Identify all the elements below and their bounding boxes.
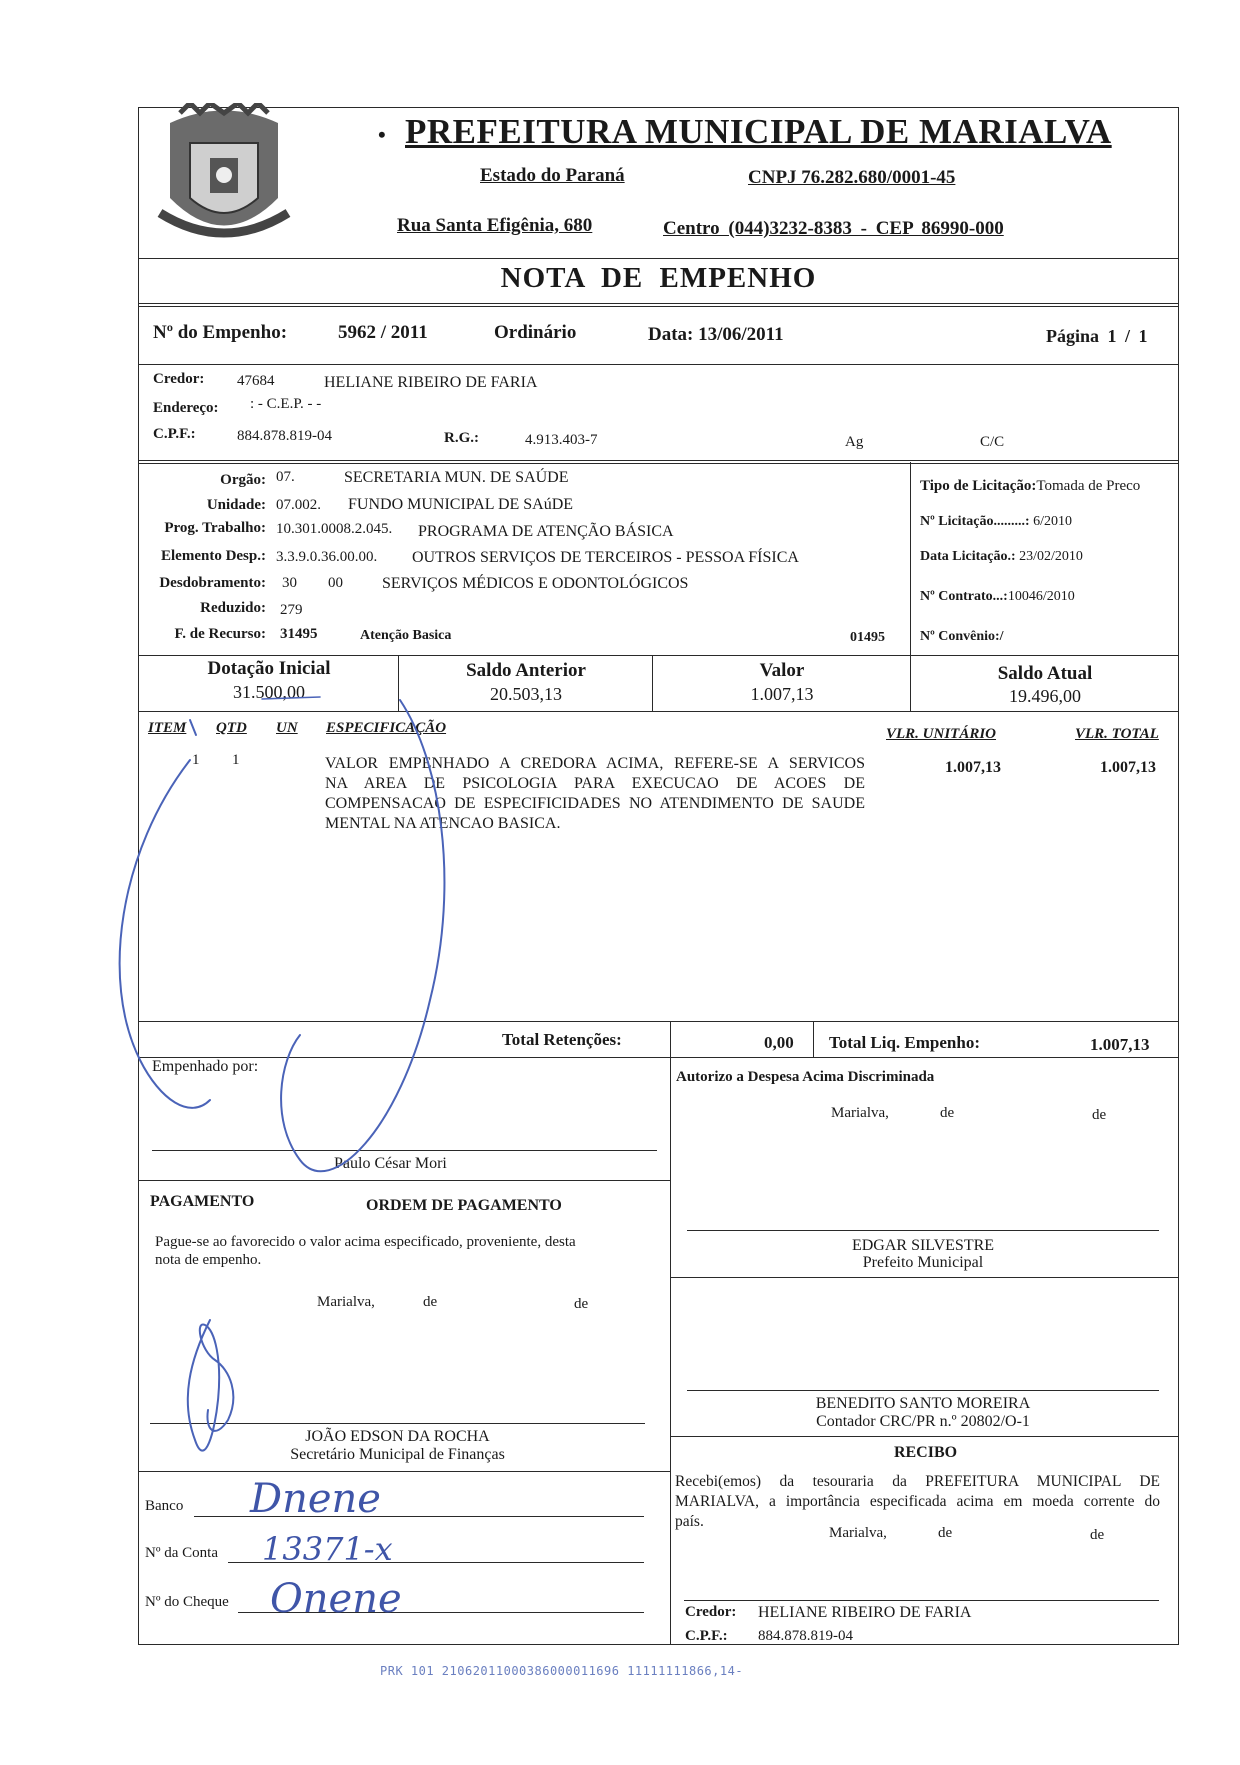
unidade-code: 07.002.	[276, 497, 321, 513]
empenho-number-label: Nº do Empenho:	[153, 322, 288, 343]
item-esp-line: NA AREA DE PSICOLOGIA PARA EXECUCAO DE ACOES DE	[325, 775, 865, 792]
saldo-anterior-value: 20.503,13	[490, 684, 562, 704]
prog-trabalho-name: PROGRAMA DE ATENÇÃO BÁSICA	[418, 523, 674, 540]
col-especificacao: ESPECIFICAÇÃO	[326, 720, 447, 736]
numero-contrato-value: 10046/2010	[1007, 589, 1075, 604]
total-retencoes-label: Total Retenções:	[502, 1030, 622, 1049]
autorizo-de-2: de	[1092, 1107, 1107, 1123]
numero-licitacao-label: Nº Licitação.........:	[920, 514, 1030, 529]
saldo-anterior-label: Saldo Anterior	[466, 660, 586, 681]
recibo-credor-nome: HELIANE RIBEIRO DE FARIA	[758, 1604, 972, 1621]
autorizo-cidade: Marialva,	[831, 1105, 889, 1121]
fonte-recurso-name: Atenção Basica	[360, 628, 452, 643]
reduzido-code: 279	[280, 602, 303, 618]
fonte-recurso-code: 31495	[280, 626, 318, 642]
desdobramento-a: 30	[282, 575, 297, 591]
street-label: Rua Santa Efigênia, 680	[397, 215, 593, 236]
empenhado-por-nome: Paulo César Mori	[334, 1155, 447, 1172]
rg-label: R.G.:	[444, 430, 479, 446]
recibo-label: RECIBO	[893, 1444, 958, 1461]
item-especificacao	[325, 754, 865, 834]
page-number: Página 1 / 1	[1046, 326, 1148, 346]
document-title: NOTA DE EMPENHO	[500, 262, 817, 294]
secretario-cargo: Secretário Municipal de Finanças	[290, 1446, 505, 1463]
item-qtd: 1	[232, 752, 240, 768]
item-esp-line: VALOR EMPENHADO A CREDORA ACIMA, REFERE-SE A SERVICOS	[325, 755, 865, 772]
dotacao-inicial-value: 31.500,00	[233, 682, 305, 702]
cheque-label: Nº do Cheque	[145, 1594, 229, 1610]
unidade-name: FUNDO MUNICIPAL DE SAúDE	[348, 496, 574, 513]
cpf-label: C.P.F.:	[153, 426, 196, 442]
pagamento-texto-line: nota de empenho.	[155, 1252, 262, 1268]
endereco-label: Endereço:	[153, 400, 219, 416]
ordem-pagamento-label: ORDEM DE PAGAMENTO	[366, 1197, 562, 1214]
rg-value: 4.913.403-7	[525, 432, 598, 448]
pagamento-texto	[155, 1233, 576, 1269]
prog-trabalho-code: 10.301.0008.2.045.	[276, 521, 393, 537]
prefeito-nome: EDGAR SILVESTRE	[851, 1237, 995, 1254]
title-bullet: •	[378, 122, 386, 147]
banco-label: Banco	[145, 1498, 184, 1514]
empenho-type: Ordinário	[494, 322, 577, 343]
state-label: Estado do Paraná	[480, 165, 625, 186]
conta-label: Nº da Conta	[145, 1545, 218, 1561]
empenho-number: 5962 / 2011	[338, 322, 428, 343]
agencia-label: Ag	[845, 434, 864, 450]
page-title: PREFEITURA MUNICIPAL DE MARIALVA	[405, 112, 1112, 151]
recibo-texto-line: Recebi(emos) da tesouraria da PREFEITURA MUNICIPAL DE	[675, 1473, 1160, 1490]
credor-code: 47684	[237, 373, 275, 389]
unidade-label: Unidade:	[206, 497, 266, 513]
recibo-cpf-value: 884.878.819-04	[758, 1628, 853, 1644]
prefeito-cargo: Prefeito Municipal	[862, 1254, 984, 1271]
saldo-atual-label: Saldo Atual	[997, 663, 1093, 684]
desdobramento-b: 00	[328, 575, 343, 591]
elemento-code: 3.3.9.0.36.00.00.	[276, 549, 378, 565]
numero-contrato-label: Nº Contrato...:	[920, 589, 1008, 604]
total-liquido-label: Total Liq. Empenho:	[829, 1033, 980, 1052]
col-un: UN	[276, 720, 298, 736]
recibo-texto-line: país.	[675, 1513, 704, 1530]
recibo-cidade: Marialva,	[829, 1525, 887, 1541]
valor-label: Valor	[759, 660, 805, 681]
address-label: Centro (044)3232-8383 - CEP 86990-000	[663, 218, 1004, 239]
numero-licitacao	[920, 514, 1072, 530]
item-valor-total: 1.007,13	[1100, 759, 1156, 776]
col-qtd: QTD	[216, 720, 247, 736]
elemento-label: Elemento Desp.:	[161, 548, 266, 564]
orgao-code: 07.	[276, 469, 295, 485]
numero-licitacao-value: 6/2010	[1033, 514, 1072, 529]
pagamento-de-2: de	[574, 1296, 589, 1312]
elemento-name: OUTROS SERVIÇOS DE TERCEIROS - PESSOA FÍSICA	[412, 549, 799, 566]
tipo-licitacao-value: Tomada de Preco	[1036, 478, 1141, 494]
prog-trabalho-label: Prog. Trabalho:	[164, 520, 266, 536]
item-esp-line: COMPENSACAO DE ESPECIFICIDADES NO ATENDIMENTO DE SAUDE	[325, 795, 865, 812]
recibo-texto	[675, 1472, 1160, 1532]
empenhado-por-label: Empenhado por:	[152, 1058, 259, 1075]
footer-code: PRK 101 21062011000386000011696 11111111866,14-	[380, 1664, 744, 1678]
credor-label: Credor:	[153, 371, 205, 387]
credor-name: HELIANE RIBEIRO DE FARIA	[324, 374, 538, 391]
fonte-recurso-label: F. de Recurso:	[174, 626, 266, 642]
col-valor-unitario: VLR. UNITÁRIO	[886, 726, 997, 742]
total-liquido-value: 1.007,13	[1090, 1035, 1150, 1054]
desdobramento-name: SERVIÇOS MÉDICOS E ODONTOLÓGICOS	[382, 575, 689, 592]
empenho-date: Data: 13/06/2011	[648, 324, 784, 345]
total-retencoes-value: 0,00	[764, 1033, 794, 1052]
autorizo-label: Autorizo a Despesa Acima Discriminada	[676, 1069, 935, 1085]
orgao-label: Orgão:	[220, 472, 266, 488]
pagamento-label: PAGAMENTO	[150, 1193, 255, 1210]
banco-handwritten: Dnene	[250, 1476, 381, 1522]
pagamento-texto-line: Pague-se ao favorecido o valor acima especificado, proveniente, desta	[155, 1234, 576, 1250]
cnpj-label: CNPJ 76.282.680/0001-45	[748, 167, 956, 188]
data-licitacao	[920, 549, 1083, 565]
fonte-recurso-number: 01495	[850, 630, 885, 645]
recibo-credor-label: Credor:	[685, 1604, 737, 1620]
endereco-value: : - C.E.P. - -	[250, 396, 322, 412]
numero-convenio-label: Nº Convênio:/	[920, 629, 1004, 644]
dotacao-inicial-label: Dotação Inicial	[207, 658, 331, 679]
saldo-atual-value: 19.496,00	[1009, 686, 1081, 706]
desdobramento-label: Desdobramento:	[159, 575, 266, 591]
orgao-name: SECRETARIA MUN. DE SAÚDE	[344, 469, 569, 486]
conta-corrente-label: C/C	[980, 434, 1005, 450]
numero-contrato	[920, 589, 1075, 605]
contador-cargo: Contador CRC/PR n.º 20802/O-1	[816, 1413, 1030, 1430]
recibo-texto-line: MARIALVA, a importância especificada acima em moeda corrente do	[675, 1493, 1160, 1510]
data-licitacao-label: Data Licitação.:	[920, 549, 1016, 564]
item-number: 1	[192, 752, 200, 768]
municipal-crest-logo	[150, 103, 298, 258]
recibo-de-1: de	[938, 1525, 953, 1541]
autorizo-de-1: de	[940, 1105, 955, 1121]
valor-value: 1.007,13	[750, 684, 814, 704]
pagamento-cidade: Marialva,	[317, 1294, 375, 1310]
recibo-cpf-label: C.P.F.:	[685, 1628, 728, 1644]
col-valor-total: VLR. TOTAL	[1075, 726, 1159, 742]
pagamento-de-1: de	[423, 1294, 438, 1310]
conta-handwritten: 13371-x	[262, 1530, 393, 1568]
item-esp-line: MENTAL NA ATENCAO BASICA.	[325, 815, 561, 832]
tipo-licitacao-label: Tipo de Licitação:	[920, 478, 1037, 494]
cheque-handwritten: Onene	[270, 1576, 402, 1622]
secretario-nome: JOÃO EDSON DA ROCHA	[305, 1428, 490, 1445]
contador-nome: BENEDITO SANTO MOREIRA	[815, 1395, 1031, 1412]
reduzido-label: Reduzido:	[200, 600, 266, 616]
cpf-value: 884.878.819-04	[237, 428, 332, 444]
data-licitacao-value: 23/02/2010	[1019, 549, 1083, 564]
item-valor-unitario: 1.007,13	[945, 759, 1001, 776]
tipo-licitacao	[920, 478, 1140, 495]
col-item: ITEM	[148, 720, 187, 736]
recibo-de-2: de	[1090, 1527, 1105, 1543]
